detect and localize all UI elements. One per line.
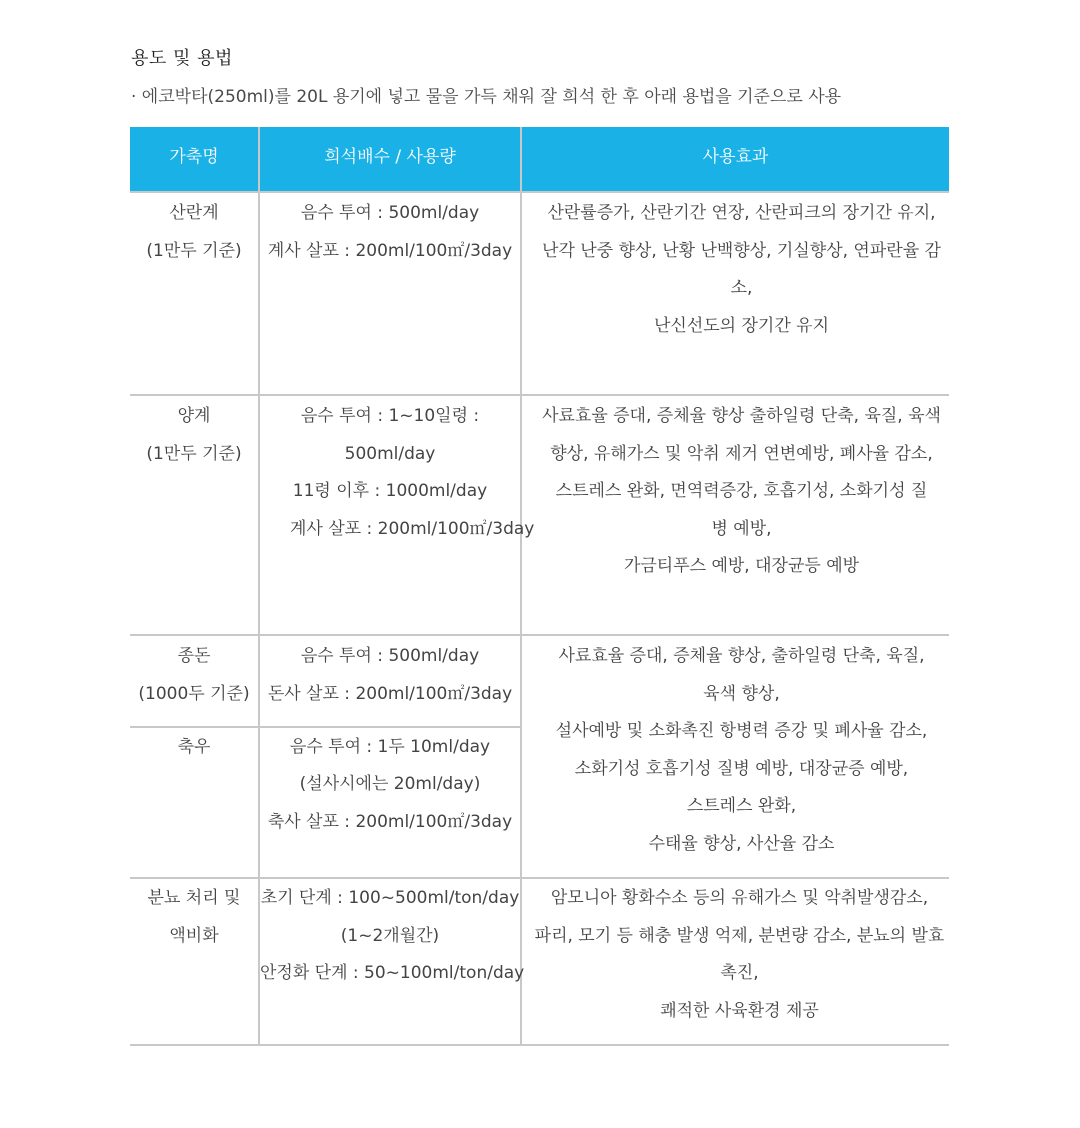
dosage-line: 음수 투여 : 500ml/day [300,646,480,666]
table-row-manure [130,878,949,1045]
cell-animal [130,727,259,878]
table-header-row [130,127,949,192]
header-effect: 사용효과 [521,127,949,192]
effect-line: 산란률증가, 산란기간 연장, 산란피크의 장기간 유지, [547,203,936,223]
animal-name: 양계 [177,406,211,426]
intro-text: · 에코박타(250ml)를 20L 용기에 넣고 물을 가득 채워 잘 희석 한 후 아래 용법을 기준으로 사용 [131,87,842,107]
dosage-line: 초기 단계 : 100~500ml/ton/day [260,888,520,908]
dosage-line: 11령 이후 : 1000ml/day [292,481,488,501]
cell-dosage [259,395,535,635]
animal-basis: (1만두 기준) [146,443,242,464]
cell-effect-shared [521,635,949,878]
cell-dosage [259,635,521,727]
effect-line: 소화기성 호흡기성 질병 예방, 대장균증 예방, [574,758,909,779]
cell-dosage [259,878,525,1045]
header-animal: 가축명 [130,127,259,192]
effect-line: 난각 난중 향상, 난황 난백향상, 기실향상, 연파란율 감소, [542,240,941,298]
table-row-pig [130,635,949,727]
effect-line: 난신선도의 장기간 유지 [653,315,830,336]
dosage-line: 계사 살포 : 200ml/100㎡/3day [267,240,513,261]
usage-table [130,127,949,1046]
effect-line: 사료효율 증대, 증체율 향상, 출하일령 단축, 육질, 육색 향상, [558,646,925,704]
dosage-line: 축사 살포 : 200ml/100㎡/3day [267,811,513,832]
cell-dosage [259,192,521,395]
table-row-layer [130,192,949,395]
table-row-broiler [130,395,949,635]
section-heading: 용도 및 용법 [131,48,233,69]
dosage-line: (1~2개월간) [340,925,440,946]
effect-line: 수태율 향상, 사산율 감소 [648,833,835,854]
dosage-line: 음수 투여 : 1~10일령 : 500ml/day [300,406,480,464]
cell-dosage [259,727,521,878]
dosage-line: 안정화 단계 : 50~100ml/ton/day [260,963,525,983]
effect-line: 스트레스 완화, [686,796,797,816]
animal-name: 분뇨 처리 및 [147,888,241,908]
animal-basis: (1만두 기준) [146,240,242,261]
effect-line: 암모니아 황화수소 등의 유해가스 및 악취발생감소, [550,888,929,908]
dosage-line: (설사시에는 20ml/day) [299,774,481,795]
dosage-line: 돈사 살포 : 200ml/100㎡/3day [267,683,513,704]
cell-animal [130,395,259,635]
cell-effect [521,192,949,395]
effect-line: 설사예방 및 소화촉진 항병력 증강 및 폐사율 감소, [555,721,928,741]
effect-line: 파리, 모기 등 해충 발생 억제, 분변량 감소, 분뇨의 발효 촉진, [534,925,945,983]
effect-line: 사료효율 증대, 증체율 향상 출하일령 단축, 육질, 육색 향상, 유해가스 및 악취 제거 연변예방, 폐사율 감소, [542,406,941,464]
animal-name: 축우 [177,736,211,757]
cell-animal [130,878,259,1045]
animal-name: 종돈 [177,646,211,666]
effect-line: 스트레스 완화, 면역력증강, 호흡기성, 소화기성 질병 예방, [555,481,928,539]
animal-basis: (1000두 기준) [138,683,250,704]
cell-effect [521,878,949,1045]
cell-effect [521,395,949,635]
animal-name: 산란계 [169,203,219,223]
cell-animal [130,635,259,727]
effect-line: 쾌적한 사육환경 제공 [660,1000,819,1021]
dosage-line: 음수 투여 : 1두 10ml/day [289,736,491,757]
header-dosage: 희석배수 / 사용량 [259,127,521,192]
dosage-line: 계사 살포 : 200ml/100㎡/3day [290,518,535,539]
cell-animal [130,192,259,395]
dosage-line: 음수 투여 : 500ml/day [300,203,480,223]
animal-name: 액비화 [169,925,219,946]
effect-line: 가금티푸스 예방, 대장균등 예방 [623,556,860,576]
